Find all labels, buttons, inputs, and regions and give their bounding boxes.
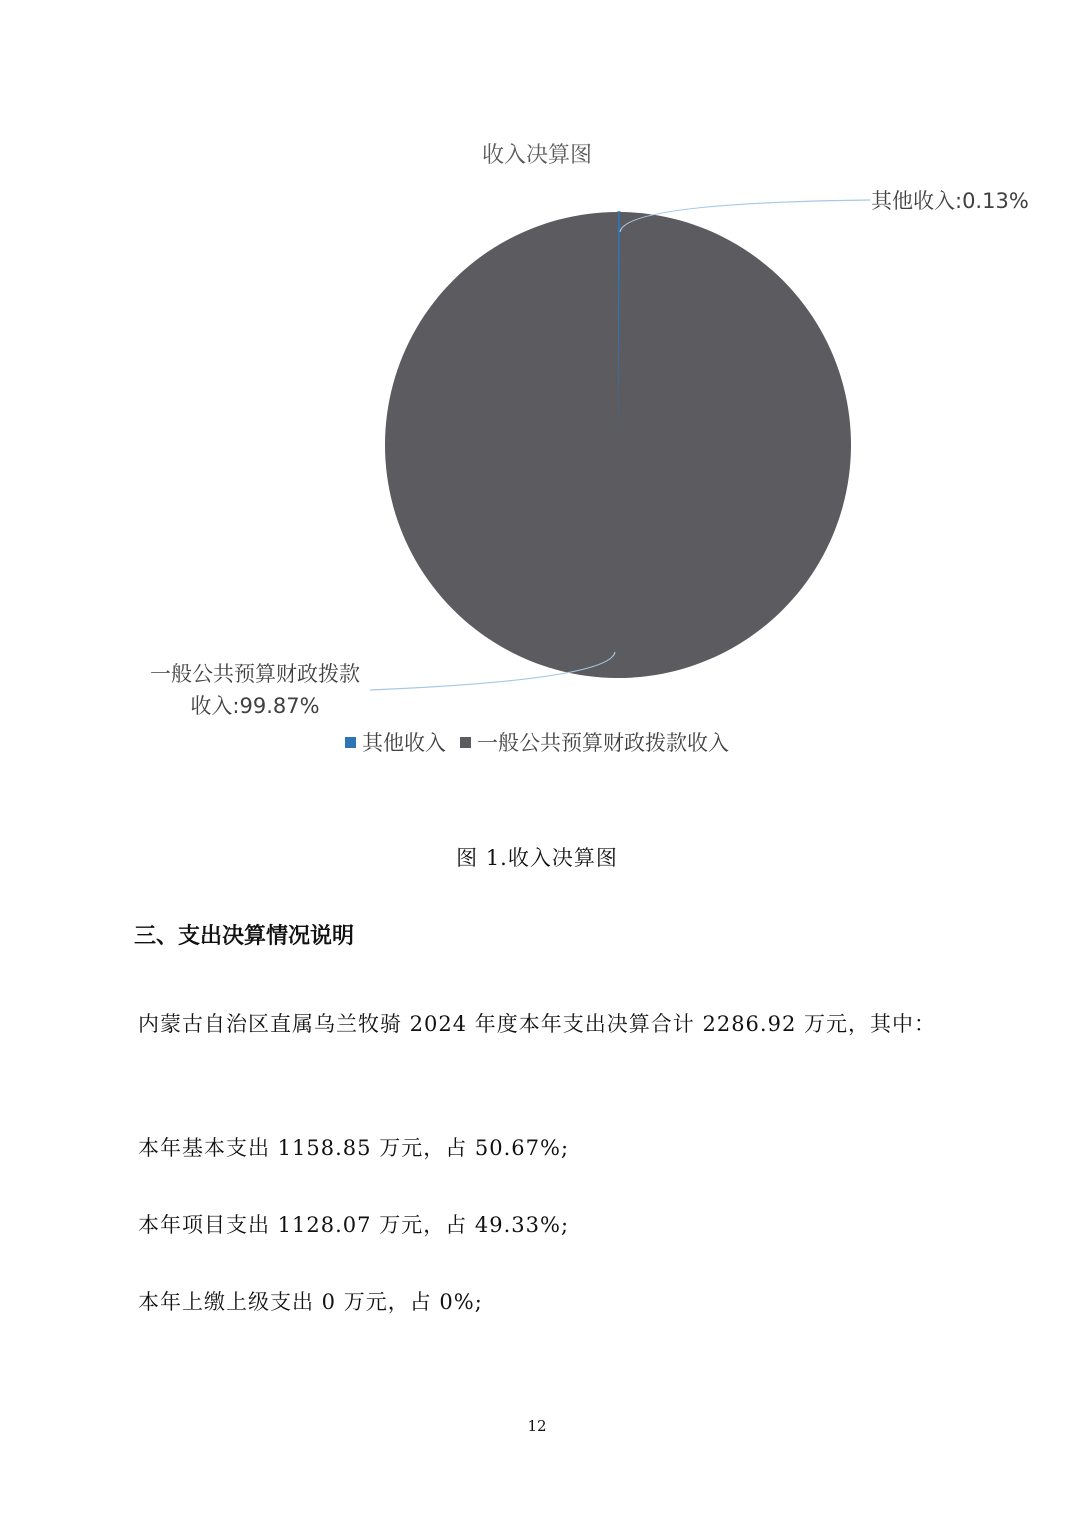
project-expenditure-line: 本年项目支出 1128.07 万元，占 49.33%; <box>138 1213 570 1237</box>
legend-label-general: 一般公共预算财政拨款收入 <box>477 731 729 755</box>
expenditure-paragraph: 内蒙古自治区直属乌兰牧骑 2024 年度本年支出决算合计 2286.92 万元，其中： <box>138 1012 936 1036</box>
legend-item-other <box>345 727 446 757</box>
pie-slices <box>385 212 851 678</box>
remit-expenditure-line: 本年上缴上级支出 0 万元，占 0%; <box>138 1290 483 1314</box>
section-heading: 三、支出决算情况说明 <box>134 924 355 949</box>
legend-item-general <box>460 727 729 757</box>
basic-expenditure-line: 本年基本支出 1158.85 万元，占 50.67%; <box>138 1136 570 1160</box>
legend-swatch-general <box>460 737 471 748</box>
data-label-general-budget-income: 一般公共预算财政拨款收入:99.87% <box>150 662 360 718</box>
page-number: 12 <box>527 1417 547 1435</box>
legend-label-other: 其他收入 <box>362 731 446 755</box>
pie-slice-general-budget-income <box>385 212 851 678</box>
chart-title: 收入决算图 <box>481 143 592 168</box>
figure-caption: 图 1.收入决算图 <box>456 846 618 870</box>
data-label-other-income: 其他收入:0.13% <box>871 189 1029 213</box>
legend-swatch-other <box>345 737 356 748</box>
chart-legend <box>0 727 1074 757</box>
